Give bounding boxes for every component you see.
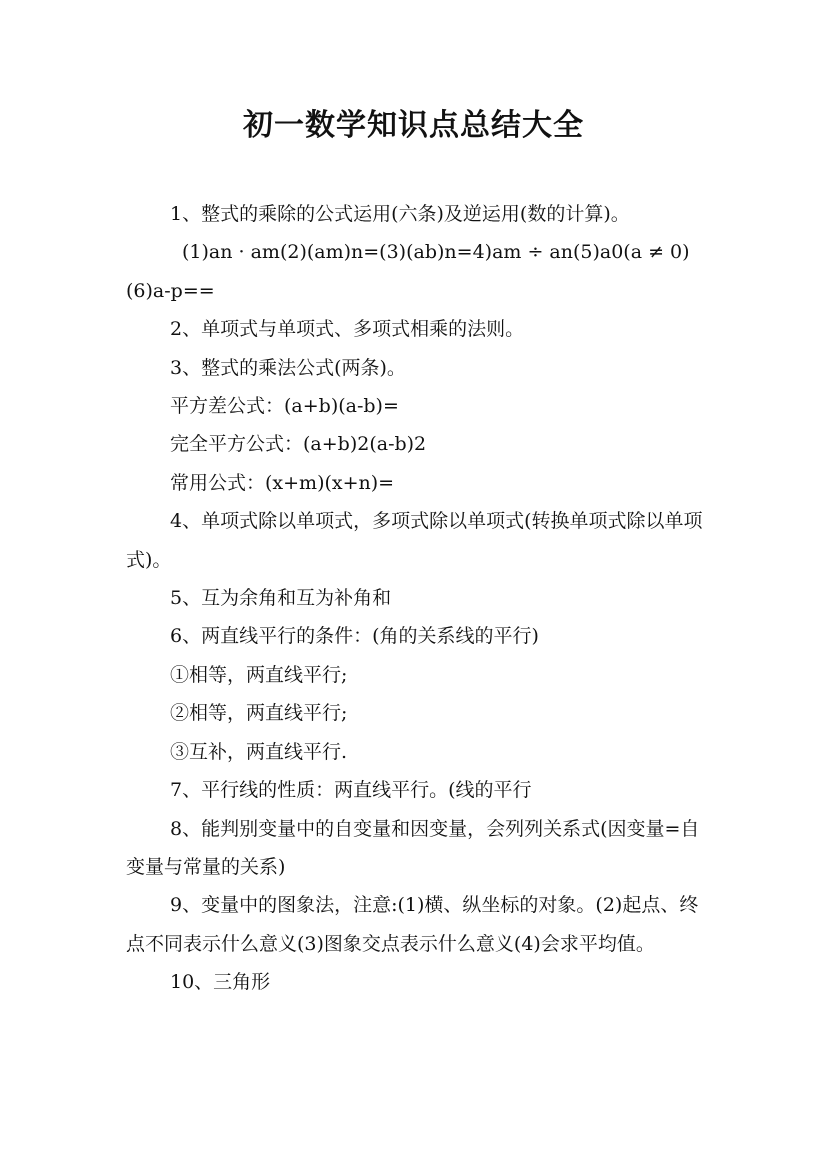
paragraph-9: 9、变量中的图象法，注意:(1)横、纵坐标的对象。(2)起点、终点不同表示什么意义(3)图象交点表示什么意义(4)会求平均值。 — [126, 894, 699, 955]
paragraph-formulas: (1)an · am(2)(am)n=(3)(ab)n=4)am ÷ an(5)a0(a ≠ 0)(6)a-p== — [126, 241, 690, 302]
paragraph-6-item-1: ①相等，两直线平行; — [170, 663, 348, 686]
paragraph-perfect-square: 完全平方公式：(a+b)2(a-b)2 — [170, 433, 427, 456]
paragraph-7: 7、平行线的性质：两直线平行。(线的平行 — [170, 779, 532, 802]
paragraph-common-formula: 常用公式：(x+m)(x+n)= — [170, 471, 395, 494]
paragraph-difference-of-squares: 平方差公式：(a+b)(a-b)= — [170, 395, 399, 418]
paragraph-4: 4、单项式除以单项式，多项式除以单项式(转换单项式除以单项式)。 — [126, 510, 703, 571]
paragraph-8: 8、能判别变量中的自变量和因变量，会列列关系式(因变量=自变量与常量的关系) — [126, 817, 700, 878]
paragraph-6: 6、两直线平行的条件：(角的关系线的平行) — [170, 625, 539, 648]
paragraph-6-item-3: ③互补，两直线平行. — [170, 740, 348, 763]
document-title: 初一数学知识点总结大全 — [243, 108, 584, 143]
paragraph-1: 1、整式的乘除的公式运用(六条)及逆运用(数的计算)。 — [170, 203, 630, 225]
paragraph-5: 5、互为余角和互为补角和 — [170, 587, 392, 610]
paragraph-6-item-2: ②相等，两直线平行; — [170, 702, 348, 725]
paragraph-10: 10、三角形 — [170, 971, 271, 994]
paragraph-3: 3、整式的乘法公式(两条)。 — [170, 356, 406, 379]
document-body — [126, 195, 716, 1002]
paragraph-2: 2、单项式与单项式、多项式相乘的法则。 — [170, 318, 525, 341]
